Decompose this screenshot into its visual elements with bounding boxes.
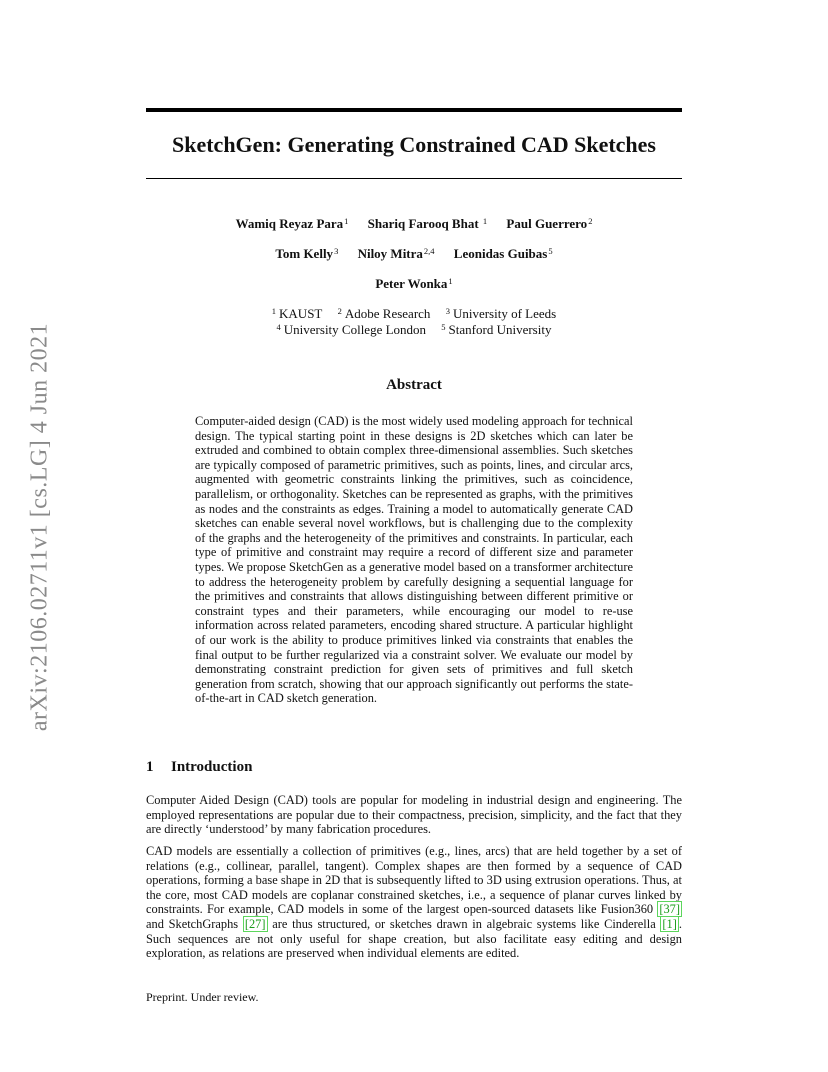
- author: Wamiq Reyaz Para$^1$: [235, 216, 349, 231]
- section-heading-introduction: [146, 758, 252, 776]
- section-number: 1: [146, 759, 154, 775]
- affiliation: $^5$ Stanford University: [441, 322, 552, 337]
- arxiv-stamp-text: arXiv:2106.02711v1 [cs.LG] 4 Jun 2021: [26, 322, 53, 732]
- abstract-text: Computer-aided design (CAD) is the most widely used modeling approach for technical design. The typical starting point in these designs is 2D sketches which can later be extruded and combined to obtain complex three-dimensional assemblies. Such sketches are typically composed of parametric primitives, such as points, lines, and circular arcs, augmented with geometric constraints linking the primitives, such as coincidence, parallelism, or orthogonality. Sketches can be represented as graphs, with the primitives as nodes and the constraints as edges. Training a model to automatically generate CAD sketches can enable several novel workflows, but is challenging due to the complexity of the graphs and the heterogeneity of the primitives and constraints. In particular, each type of primitive and constraint may require a record of different size and parameter types. We propose SketchGen as a generative model based on a transformer architecture to address the heterogeneity problem by carefully designing a sequential language for the primitives and constraints that allows distinguishing between different primitive or constraint types and their parameters, while encouraging our model to re-use information across related parameters, encoding shared structure. A particular highlight of our work is the ability to produce primitives linked via constraints that enables the final output to be further regularized via a constraint solver. We evaluate our model by demonstrating constraint prediction for given sets of primitives and full sketch generation from scratch, showing that our approach significantly out performs the state-of-the-art in CAD sketch generation.: [195, 414, 633, 706]
- paragraph-text: are thus structured, or sketches drawn in algebraic systems like Cinderella: [267, 916, 661, 931]
- paragraph-text: . Such sequences are not only useful for shape creation, but also facilitate easy editing and design exploration, as relations are preserved when individual elements are edited.: [146, 916, 682, 961]
- title-top-rule: [146, 108, 682, 112]
- citation-link[interactable]: [1]: [662, 916, 677, 931]
- affiliation: $^4$ University College London: [276, 322, 427, 337]
- author: Peter Wonka$^1$: [375, 276, 453, 291]
- affiliation: $^2$ Adobe Research: [337, 306, 431, 321]
- preprint-footer: Preprint. Under review.: [146, 990, 259, 1004]
- citation-link[interactable]: [27]: [244, 916, 266, 931]
- author: Niloy Mitra$^{2,4}$: [357, 246, 435, 261]
- paragraph-text: CAD models are essentially a collection of primitives (e.g., lines, arcs) that are held together by a set of relations (e.g., collinear, parallel, tangent). Complex shapes are then formed by a sequence of CAD operations, forming a base shape in 2D that is subsequently lifted to 3D using extrusion operations. Thus, at the core, most CAD models are coplanar constrained sketches, i.e., a sequence of planar curves linked by constraints. For example, CAD models in some of the largest open-sourced datasets like Fusion360: [146, 844, 682, 917]
- affiliation: $^3$ University of Leeds: [445, 306, 557, 321]
- author: Shariq Farooq Bhat $^1$: [367, 216, 488, 231]
- citation-link[interactable]: [37]: [659, 902, 680, 917]
- author: Leonidas Guibas$^5$: [453, 246, 553, 261]
- affiliation-line-1: [146, 306, 682, 322]
- intro-paragraph-2: [146, 844, 682, 961]
- affiliation-line-2: [146, 322, 682, 338]
- paper-title: SketchGen: Generating Constrained CAD Sketches: [172, 132, 656, 157]
- author-line-1: [146, 216, 682, 232]
- section-title: Introduction: [171, 759, 253, 775]
- author-line-3: [146, 276, 682, 292]
- affiliation: $^1$ KAUST: [271, 306, 323, 321]
- author-line-2: [146, 246, 682, 262]
- paragraph-text: and SketchGraphs: [146, 916, 243, 931]
- author: Tom Kelly$^3$: [275, 246, 339, 261]
- intro-paragraph-1: Computer Aided Design (CAD) tools are popular for modeling in industrial design and engineering. The employed representations are popular due to their compactness, precision, simplicity, and the fact that they are directly ‘understood’ by many fabrication procedures.: [146, 793, 682, 837]
- author: Paul Guerrero$^2$: [506, 216, 593, 231]
- abstract-heading: Abstract: [386, 377, 442, 393]
- title-bottom-rule: [146, 178, 682, 179]
